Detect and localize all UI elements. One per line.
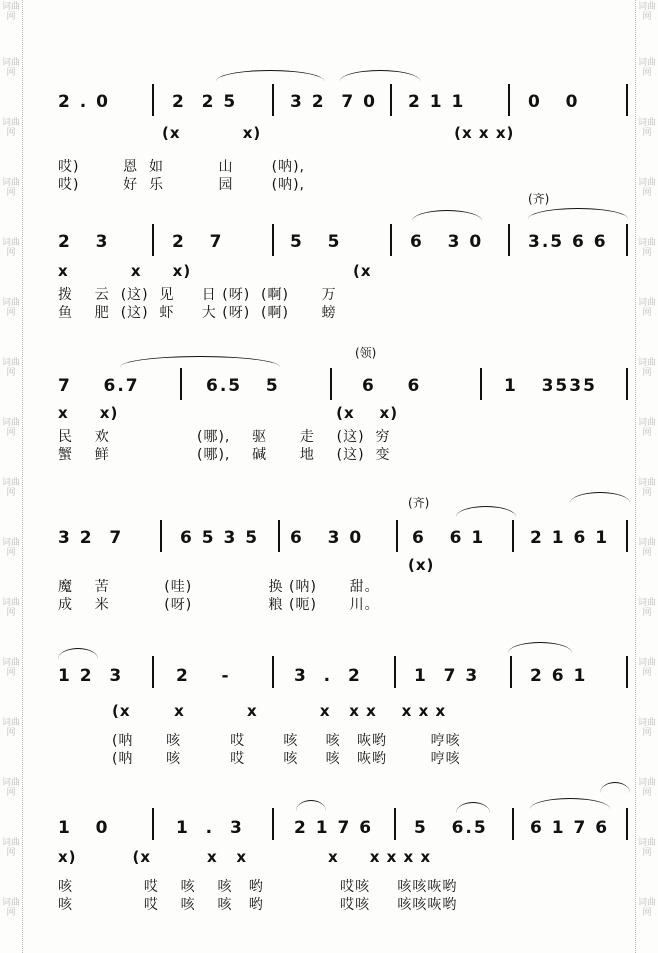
bar-line bbox=[626, 656, 628, 688]
bar-line bbox=[390, 84, 392, 116]
measure-notes: 0 0 bbox=[528, 92, 580, 112]
measure-notes: 2 - bbox=[176, 666, 231, 686]
measure-notes: 2 7 bbox=[172, 232, 224, 252]
measure-notes: 2 2 5 bbox=[172, 92, 238, 112]
measure-notes: 3.5 6 6 bbox=[528, 232, 608, 252]
watermark: 词曲网 bbox=[638, 178, 657, 198]
lyric-verse-1: 魔 苦 (哇) 换 (呐) 甜。 bbox=[58, 579, 380, 595]
measure-notes: 2 1 7 6 bbox=[294, 818, 374, 838]
watermark: 词曲网 bbox=[2, 418, 21, 438]
bar-line bbox=[512, 520, 514, 552]
bar-line bbox=[272, 656, 274, 688]
watermark: 词曲网 bbox=[2, 898, 21, 918]
bar-line bbox=[396, 520, 398, 552]
slur bbox=[570, 492, 630, 503]
watermark: 词曲网 bbox=[2, 478, 21, 498]
watermark: 词曲网 bbox=[638, 898, 657, 918]
bar-line bbox=[330, 368, 332, 400]
measure-notes: 1 2 3 bbox=[58, 666, 124, 686]
measure-notes: 5 5 bbox=[290, 232, 342, 252]
bar-line bbox=[272, 224, 274, 256]
measure-notes: 2 6 1 bbox=[530, 666, 588, 686]
bar-line bbox=[508, 224, 510, 256]
watermark: 词曲网 bbox=[638, 778, 657, 798]
right-margin bbox=[635, 0, 658, 953]
watermark: 词曲网 bbox=[638, 598, 657, 618]
slur bbox=[120, 356, 280, 367]
bar-line bbox=[272, 84, 274, 116]
lyric-verse-1: (呐 咳 哎 咳 咳 咴哟 哼咳 bbox=[112, 733, 461, 749]
bar-line bbox=[626, 520, 628, 552]
watermark: 词曲网 bbox=[2, 838, 21, 858]
measure-notes: 7 6.7 bbox=[58, 376, 140, 396]
slur bbox=[528, 208, 628, 219]
lyric-verse-2: 哎) 好 乐 园 (呐), bbox=[58, 177, 305, 193]
performance-mark: (齐) bbox=[408, 496, 430, 510]
measure-notes: 3 2 7 bbox=[58, 528, 124, 548]
measure-notes: 6 6 bbox=[362, 376, 422, 396]
measure-notes: 2 . 0 bbox=[58, 92, 110, 112]
watermark: 词曲网 bbox=[2, 358, 21, 378]
slur bbox=[216, 70, 324, 81]
measure-notes: 6 6 1 bbox=[412, 528, 486, 548]
watermark: 词曲网 bbox=[2, 298, 21, 318]
watermark: 词曲网 bbox=[638, 358, 657, 378]
bar-line bbox=[160, 520, 162, 552]
slur bbox=[58, 648, 98, 659]
rhythm-line: (x x) (x x x) bbox=[162, 124, 515, 142]
bar-line bbox=[512, 808, 514, 840]
measure-notes: 6 1 7 6 bbox=[530, 818, 610, 838]
measure-notes: 2 3 bbox=[58, 232, 110, 252]
slur bbox=[296, 800, 326, 811]
measure-notes: 1 0 bbox=[58, 818, 110, 838]
watermark: 词曲网 bbox=[638, 58, 657, 78]
left-margin bbox=[0, 0, 23, 953]
slur bbox=[456, 506, 516, 517]
bar-line bbox=[390, 224, 392, 256]
bar-line bbox=[152, 84, 154, 116]
measure-notes: 6 3 0 bbox=[410, 232, 484, 252]
bar-line bbox=[626, 368, 628, 400]
lyric-verse-2: (呐 咳 哎 咳 咳 咴哟 哼咳 bbox=[112, 751, 461, 767]
performance-mark: (齐) bbox=[528, 192, 550, 206]
performance-mark: (领) bbox=[355, 346, 377, 360]
watermark: 词曲网 bbox=[638, 238, 657, 258]
rhythm-line: x) (x x x x x x x x bbox=[58, 848, 432, 866]
bar-line bbox=[278, 520, 280, 552]
watermark: 词曲网 bbox=[638, 478, 657, 498]
measure-notes: 6 5 3 5 bbox=[180, 528, 260, 548]
rhythm-line: (x) bbox=[408, 556, 435, 574]
watermark: 词曲网 bbox=[638, 718, 657, 738]
measure-notes: 2 1 6 1 bbox=[530, 528, 610, 548]
measure-notes: 3 2 7 0 bbox=[290, 92, 377, 112]
lyric-verse-2: 鱼 肥 (这) 虾 大 (呀) (啊) 螃 bbox=[58, 305, 337, 321]
lyric-verse-2: 成 米 (呀) 粮 (呃) 川。 bbox=[58, 597, 380, 613]
slur bbox=[600, 782, 630, 793]
lyric-verse-1: 哎) 恩 如 山 (呐), bbox=[58, 159, 305, 175]
watermark: 词曲网 bbox=[2, 178, 21, 198]
bar-line bbox=[626, 808, 628, 840]
bar-line bbox=[626, 224, 628, 256]
slur bbox=[340, 70, 420, 81]
watermark: 词曲网 bbox=[638, 538, 657, 558]
slur bbox=[412, 210, 482, 221]
rhythm-line: (x x x x x x x x x bbox=[112, 702, 447, 720]
measure-notes: 1 7 3 bbox=[414, 666, 480, 686]
lyric-verse-1: 民 欢 (哪), 驱 走 (这) 穷 bbox=[58, 429, 391, 445]
lyric-verse-2: 蟹 鲜 (哪), 碱 地 (这) 变 bbox=[58, 447, 391, 463]
bar-line bbox=[626, 84, 628, 116]
watermark: 词曲网 bbox=[2, 598, 21, 618]
watermark: 词曲网 bbox=[638, 658, 657, 678]
rhythm-line: x x x) (x bbox=[58, 262, 372, 280]
watermark: 词曲网 bbox=[638, 298, 657, 318]
measure-notes: 6 3 0 bbox=[290, 528, 364, 548]
watermark: 词曲网 bbox=[2, 2, 21, 22]
watermark: 词曲网 bbox=[2, 778, 21, 798]
watermark: 词曲网 bbox=[2, 238, 21, 258]
bar-line bbox=[152, 656, 154, 688]
bar-line bbox=[510, 656, 512, 688]
bar-line bbox=[272, 808, 274, 840]
watermark: 词曲网 bbox=[2, 118, 21, 138]
slur bbox=[456, 802, 490, 813]
lyric-verse-2: 咳 哎 咳 咳 哟 哎咳 咳咳咴哟 bbox=[58, 897, 458, 913]
watermark: 词曲网 bbox=[638, 2, 657, 22]
watermark: 词曲网 bbox=[2, 538, 21, 558]
slur bbox=[530, 798, 610, 809]
rhythm-line: x x) (x x) bbox=[58, 404, 399, 422]
bar-line bbox=[152, 224, 154, 256]
slur bbox=[508, 642, 572, 653]
bar-line bbox=[180, 368, 182, 400]
watermark: 词曲网 bbox=[638, 838, 657, 858]
watermark: 词曲网 bbox=[638, 418, 657, 438]
bar-line bbox=[394, 808, 396, 840]
lyric-verse-1: 拨 云 (这) 见 日 (呀) (啊) 万 bbox=[58, 287, 337, 303]
watermark: 词曲网 bbox=[2, 658, 21, 678]
watermark: 词曲网 bbox=[638, 118, 657, 138]
measure-notes: 1 3535 bbox=[504, 376, 597, 396]
bar-line bbox=[508, 84, 510, 116]
measure-notes: 5 6.5 bbox=[414, 818, 488, 838]
watermark: 词曲网 bbox=[2, 58, 21, 78]
measure-notes: 3 . 2 bbox=[294, 666, 362, 686]
measure-notes: 6.5 5 bbox=[206, 376, 280, 396]
bar-line bbox=[480, 368, 482, 400]
bar-line bbox=[394, 656, 396, 688]
bar-line bbox=[152, 808, 154, 840]
lyric-verse-1: 咳 哎 咳 咳 哟 哎咳 咳咳咴哟 bbox=[58, 879, 458, 895]
measure-notes: 2 1 1 bbox=[408, 92, 466, 112]
watermark: 词曲网 bbox=[2, 718, 21, 738]
measure-notes: 1 . 3 bbox=[176, 818, 244, 838]
